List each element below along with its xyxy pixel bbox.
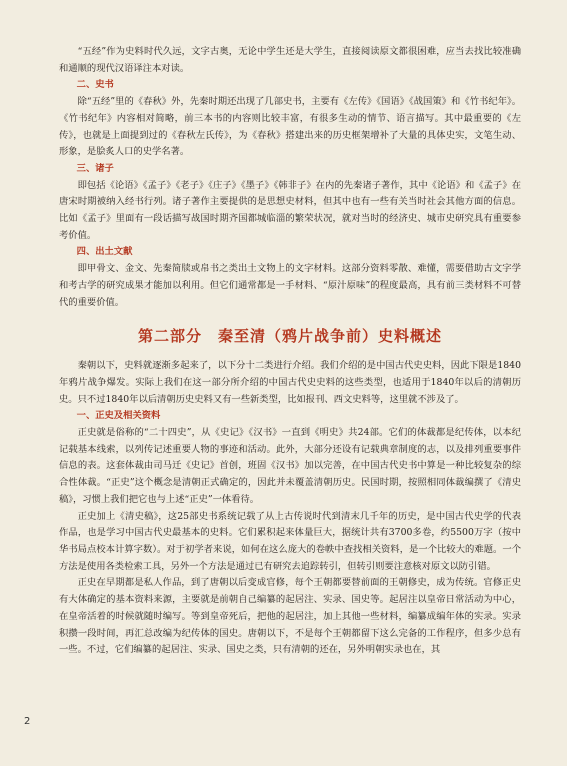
paragraph-shishu: 除“五经”里的《春秋》外，先秦时期还出现了几部史书，主要有《左传》《国语》《战国策》和《竹书纪年》。《竹书纪年》内容相对简略，前三本书的内容则比较丰富，有很多生动的情节、语言描写。其中最重要的《左传》，也就是上面提到过的《春秋左氏传》，为《春秋》搭建出来的历史框架增补了大量的具体史实，文笔生动、形象，是脍炙人口的史学名著。: [59, 96, 521, 158]
paragraph-zhengshi: 正史就是俗称的“二十四史”，从《史记》《汉书》一直到《明史》共24部。它们的体裁都是纪传体，以本纪记载基本线索，以列传记述重要人物的事迹和活动。此外，大部分还设有记载典章制度的志，以及排列重要事件信息的表。这套体裁由司马迁《史记》首创，班固《汉书》加以完善，在中国古代史书中算是一种比较复杂的综合性体裁。“正史”这个概念是清朝正式确定的，因此并未覆盖清朝历史。民国时期，按照相同体裁编撰了《清史稿》，习惯上我们把它也与上述“正史”一体看待。: [59, 427, 521, 505]
page-content: [59, 44, 521, 659]
paragraph-zhuzi: 即包括《论语》《孟子》《老子》《庄子》《墨子》《韩非子》在内的先秦诸子著作，其中《论语》和《孟子》在唐宋时期被纳入经书行列。诸子著作主要提供的是思想史材料，但其中也有一些有关当时社会其他方面的信息。比如《孟子》里面有一段话描写战国时期齐国都城临淄的繁荣状况，就对当时的经济史、城市史研究具有重要参考价值。: [59, 179, 521, 241]
section-heading-chutu: 四、出土文献: [76, 246, 133, 258]
section-heading-shishu: 二、史书: [76, 79, 114, 91]
section-heading-zhuzi: 三、诸子: [76, 162, 114, 174]
section-heading-zhengshi: 一、正史及相关资料: [76, 410, 161, 422]
paragraph-chutu: 即甲骨文、金文、先秦简牍或帛书之类出土文物上的文字材料。这部分资料零散、难懂，需要借助古文字学和考古学的研究成果才能加以利用。但它们通常都是一手材料、“原汁原味”的程度最高，具有前三类材料不可替代的重要价值。: [59, 263, 521, 308]
page-number: 2: [24, 716, 31, 727]
paragraph-intro: 秦朝以下，史料就逐渐多起来了，以下分十二类进行介绍。我们介绍的是中国古代史史料，因此下限是1840年鸦片战争爆发。实际上我们在这一部分所介绍的中国古代史史料的这些类型，也适用于1840年以后的清朝历史。只不过1840年以后清朝历史史料又有一些新类型，比如报刊、西文史料等，这里就不涉及了。: [59, 360, 521, 405]
paragraph-wujing: “五经”作为史料时代久远，文字古奥，无论中学生还是大学生，直接阅读原文都很困难，应当去找比较准确和通顺的现代汉语译注本对读。: [59, 46, 521, 74]
paragraph-guanxiu: 正史在早期都是私人作品，到了唐朝以后变成官修，每个王朝都要替前面的王朝修史，成为传统。官修正史有大体确定的基本资料来源，主要就是前朝自己编纂的起居注、实录、国史等。起居注以皇帝日常活动为中心，在皇帝活着的时候就随时编写。等到皇帝死后，把他的起居注，加上其他一些材料，编纂成编年体的实录。实录积攒一段时间，再汇总改编为纪传体的国史。唐朝以下，不是每个王朝都留下这么完备的工作程序，但多少总有一些。不过，它们编纂的起居注、实录、国史之类，只有清朝的还在，另外明朝实录也在，其: [59, 577, 521, 656]
part-title: 第二部分 秦至清（鸦片战争前）史料概述: [137, 327, 442, 346]
paragraph-qingshigao: 正史加上《清史稿》，这25部史书系统记载了从上古传说时代到清末几千年的历史，是中国古代史学的代表作品，也是学习中国古代史最基本的史料。它们累积起来体量巨大，据统计共有3700多卷，约5500万字（按中华书局点校本计算字数）。对于初学者来说，如何在这么庞大的卷帙中查找相关资料，是一个比较大的难题。一个方法是使用各类检索工具，另外一个方法是通过已有研究去追踪转引，但转引则要注意核对原文以防引错。: [59, 510, 521, 572]
